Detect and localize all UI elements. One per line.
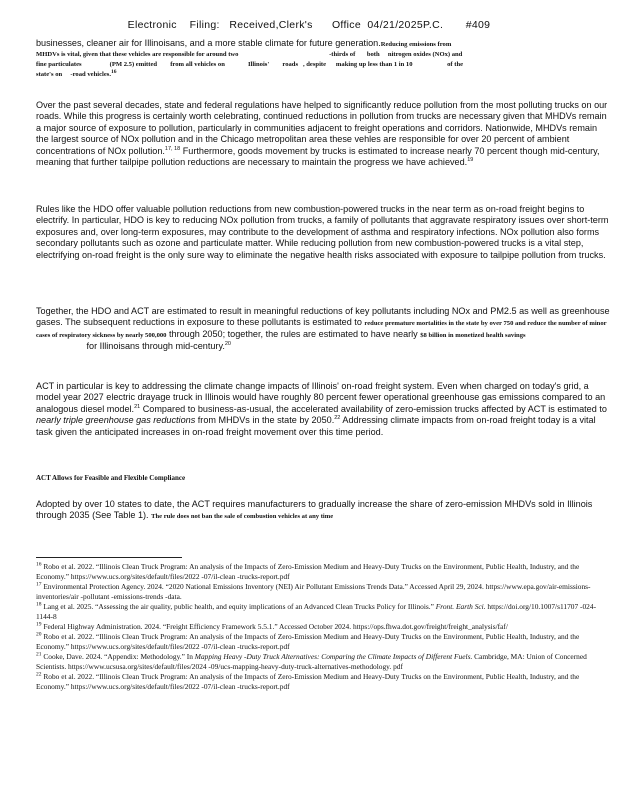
intro-line-1-bold: Reducing emissions from	[380, 41, 452, 48]
footnote-22	[36, 672, 612, 692]
footnote-title: Mapping Heavy -Duty Truck Alternatives: Comparing the Climate Impacts of Different Fuels.	[194, 652, 473, 661]
paragraph-climate-text-4: Addressing climate impacts from on-road freight today is a vital task given the anticipated increases in on-road freight movement over this time period.	[36, 415, 596, 437]
premature-mortalities-text: reduce premature mortalities in the state by over 750	[364, 320, 514, 328]
paragraph-regulations-text-3: meaning that further tailpipe pollution reductions are necessary to maintain the progress we have achieved.	[36, 157, 468, 168]
footnote-20	[36, 632, 612, 652]
paragraph-climate-text-2: Compared to business-as-usual, the accelerated availability of zero-emission trucks affected by ACT is estimated to	[140, 403, 607, 414]
paragraph-regulations-text-2: Furthermore, goods movement by trucks is estimated to increase nearly 70 percent though mid-century,	[180, 145, 600, 156]
paragraph-regulations	[36, 100, 612, 168]
footnote-text: Robo et al. 2022. “Illinois Clean Truck Program: An analysis of the Impacts of Zero-Emission Medium and Heavy-Duty Trucks on the Environment, Public Health, Industry, and the Economy.” https://www.ucs.org/sites/default/files/2022 -07/il-clean -trucks-report.pdf	[36, 562, 580, 581]
paragraph-hdo-text: Rules like the HDO offer valuable pollution reductions from new combustion-powered trucks in the near term as on-road freight begins to electrify. In particular, HDO is key to reducing NOx pollution from trucks, a family of pollutants that aggravate respiratory issues over short-term exposures and, over long-term exposures, may contribute to the development of asthma and respiratory infections. NOx pollution also forms secondary pollutants such as ozone and particulate matter. While reducing pollution from new combustion-powered trucks is a vital step, electrifying on-road freight is the only sure way to eliminate the negative health risks associated with exposure to tailpipe pollution from trucks.	[36, 204, 609, 260]
footnote-number: 17	[36, 581, 42, 588]
intro-paragraph	[36, 38, 612, 80]
paragraph-act-text: Adopted by over 10 states to date, the ACT requires manufacturers to gradually increase the share of zero-emission MHDVs sold in Illinois through 2035 (See Table 1).	[36, 499, 593, 521]
paragraph-health-text: Together, the HDO and ACT are estimated to result in meaningful reductions of key pollutants including NOx and PM2.5 as well as greenhouse gases. The subsequent reductions in exposure to these pollutants is estimated to	[36, 306, 610, 328]
footnote-ref-16[interactable]: 16	[110, 68, 117, 75]
paragraph-hdo	[36, 204, 612, 261]
footnote-ref-22[interactable]: 22	[334, 415, 341, 422]
footnote-link[interactable]: https://doi.org/10.1007/s11707 -024-1144-8	[36, 602, 597, 621]
footnote-text: Cooke, Dave. 2024. “Appendix: Methodology.” In	[43, 652, 195, 661]
footnote-ref-21[interactable]: 21	[134, 403, 141, 410]
no-ban-text: The rule does not ban the sale of combustion vehicles at any time	[151, 513, 334, 521]
footnote-number: 19	[36, 621, 42, 628]
footnote-number: 21	[36, 651, 42, 658]
footnote-journal: Front. Earth Sci.	[435, 602, 486, 611]
paragraph-health-text-2: through 2050; together, the rules are estimated to have nearly	[166, 329, 421, 340]
footnote-link[interactable]: Cambridge, MA: Union of Concerned Scientists. https://www.ucsusa.org/sites/default/files/2024 -09/ucs-mapping-heavy-duty-truck-alternatives-methodology. pdf	[36, 652, 587, 671]
footnote-18	[36, 602, 612, 622]
footnote-19	[36, 622, 612, 632]
intro-line-1: businesses, cleaner air for Illinoisans, and a more stable climate for future generation.	[36, 38, 381, 48]
footnote-text: Robo et al. 2022. “Illinois Clean Truck Program: An analysis of the Impacts of Zero-Emission Medium and Heavy-Duty Trucks on the Environment, Public Health, Industry, and the Economy.” https://www.ucs.org/sites/default/files/2022 -07/il-clean -trucks-report.pdf	[36, 672, 580, 691]
filing-stamp: Electronic Filing: Received,Clerk's Office 04/21/2025P.C. #409	[127, 19, 491, 31]
footnote-text: Robo et al. 2022. “Illinois Clean Truck Program: An analysis of the Impacts of Zero-Emission Medium and Heavy-Duty Trucks on the Environment, Public Health, Industry, and the Economy.” https://www.ucs.org/sites/default/files/2022 -07/il-clean -trucks-report.pdf	[36, 632, 580, 651]
intro-line-4: state's on -road vehicles.	[36, 71, 111, 78]
paragraph-health-text-3: for Illinoisans through mid-century.	[36, 341, 225, 352]
footnote-number: 22	[36, 671, 42, 678]
paragraph-regulations-text: Over the past several decades, state and federal regulations have helped to significantly reduce pollution from the most polluting trucks on our roads. While this progress is certainly worth celebrating, continued reductions in pollution from trucks are necessary given that MHDVs remain a major source of exposure to pollution, particularly in communities adjacent to freight operations and corridors. Nationwide, MHDVs remain the largest source of NOx pollution and in the Chicago metropolitan area these vehles are responsible for over 20 percent of ambient concentrations of NOx pollution.	[36, 100, 608, 156]
paragraph-climate	[36, 381, 612, 438]
footnote-text: Environmental Protection Agency. 2024. “2020 National Emissions Inventory (NEI) Air Pollutant Emissions Trends Data.” Accessed April 29, 2024. https://www.epa.gov/air-emissions-inventories/air -pollutant -emissions-trends -data.	[36, 582, 591, 601]
footnote-ref-19[interactable]: 19	[467, 157, 474, 163]
respiratory-cases-text: and reduce the number of minor cases of respiratory sickness by nearly 500,000	[36, 320, 607, 340]
footnote-21	[36, 652, 612, 672]
footnote-number: 18	[36, 601, 42, 608]
footnote-text: Lang et al. 2025. “Assessing the air quality, public health, and equity implications of an Advanced Clean Trucks Policy for Illinois.”	[43, 602, 436, 611]
paragraph-health-benefits	[36, 306, 612, 353]
footnote-divider	[36, 557, 182, 558]
footnote-text: Federal Highway Administration. 2024. “Freight Efficiency Framework 5.5.1.” Accessed October 2024. https://ops.fhwa.dot.gov/freight/freight_analysis/faf/	[43, 622, 508, 631]
intro-line-2: MHDVs is vital, given that these vehicles are responsible for around two -thirds of both nitrogen oxides (NOx) and	[36, 51, 463, 58]
footnote-17	[36, 582, 612, 602]
health-savings-text: $8 billion in monetized health savings	[420, 332, 526, 340]
intro-line-3: fine particulates (PM 2.5) emitted from all vehicles on Illinois' roads , despite making up less than 1 in 10 of the	[36, 61, 464, 68]
footnote-ref-20[interactable]: 20	[224, 341, 231, 348]
footnote-ref-17-18[interactable]: 17, 18	[164, 145, 181, 152]
paragraph-climate-text: ACT in particular is key to addressing the climate change impacts of Illinois' on-road freight system. Even when charged on today's grid, a model year 2027 electric drayage truck in Illinois would have roughly 80 percent fewer operational greenhouse gas emissions compared to an analogous diesel model.	[36, 381, 606, 414]
section-heading: ACT Allows for Feasible and Flexible Compliance	[36, 474, 186, 482]
paragraph-act-compliance	[36, 499, 612, 522]
footnote-number: 16	[36, 561, 42, 568]
footnote-16	[36, 562, 612, 582]
triple-reductions-text: nearly triple greenhouse gas reductions	[36, 415, 196, 426]
footnotes	[36, 562, 612, 692]
footnote-number: 20	[36, 631, 42, 638]
paragraph-climate-text-3: from MHDVs in the state by 2050.	[195, 415, 335, 426]
